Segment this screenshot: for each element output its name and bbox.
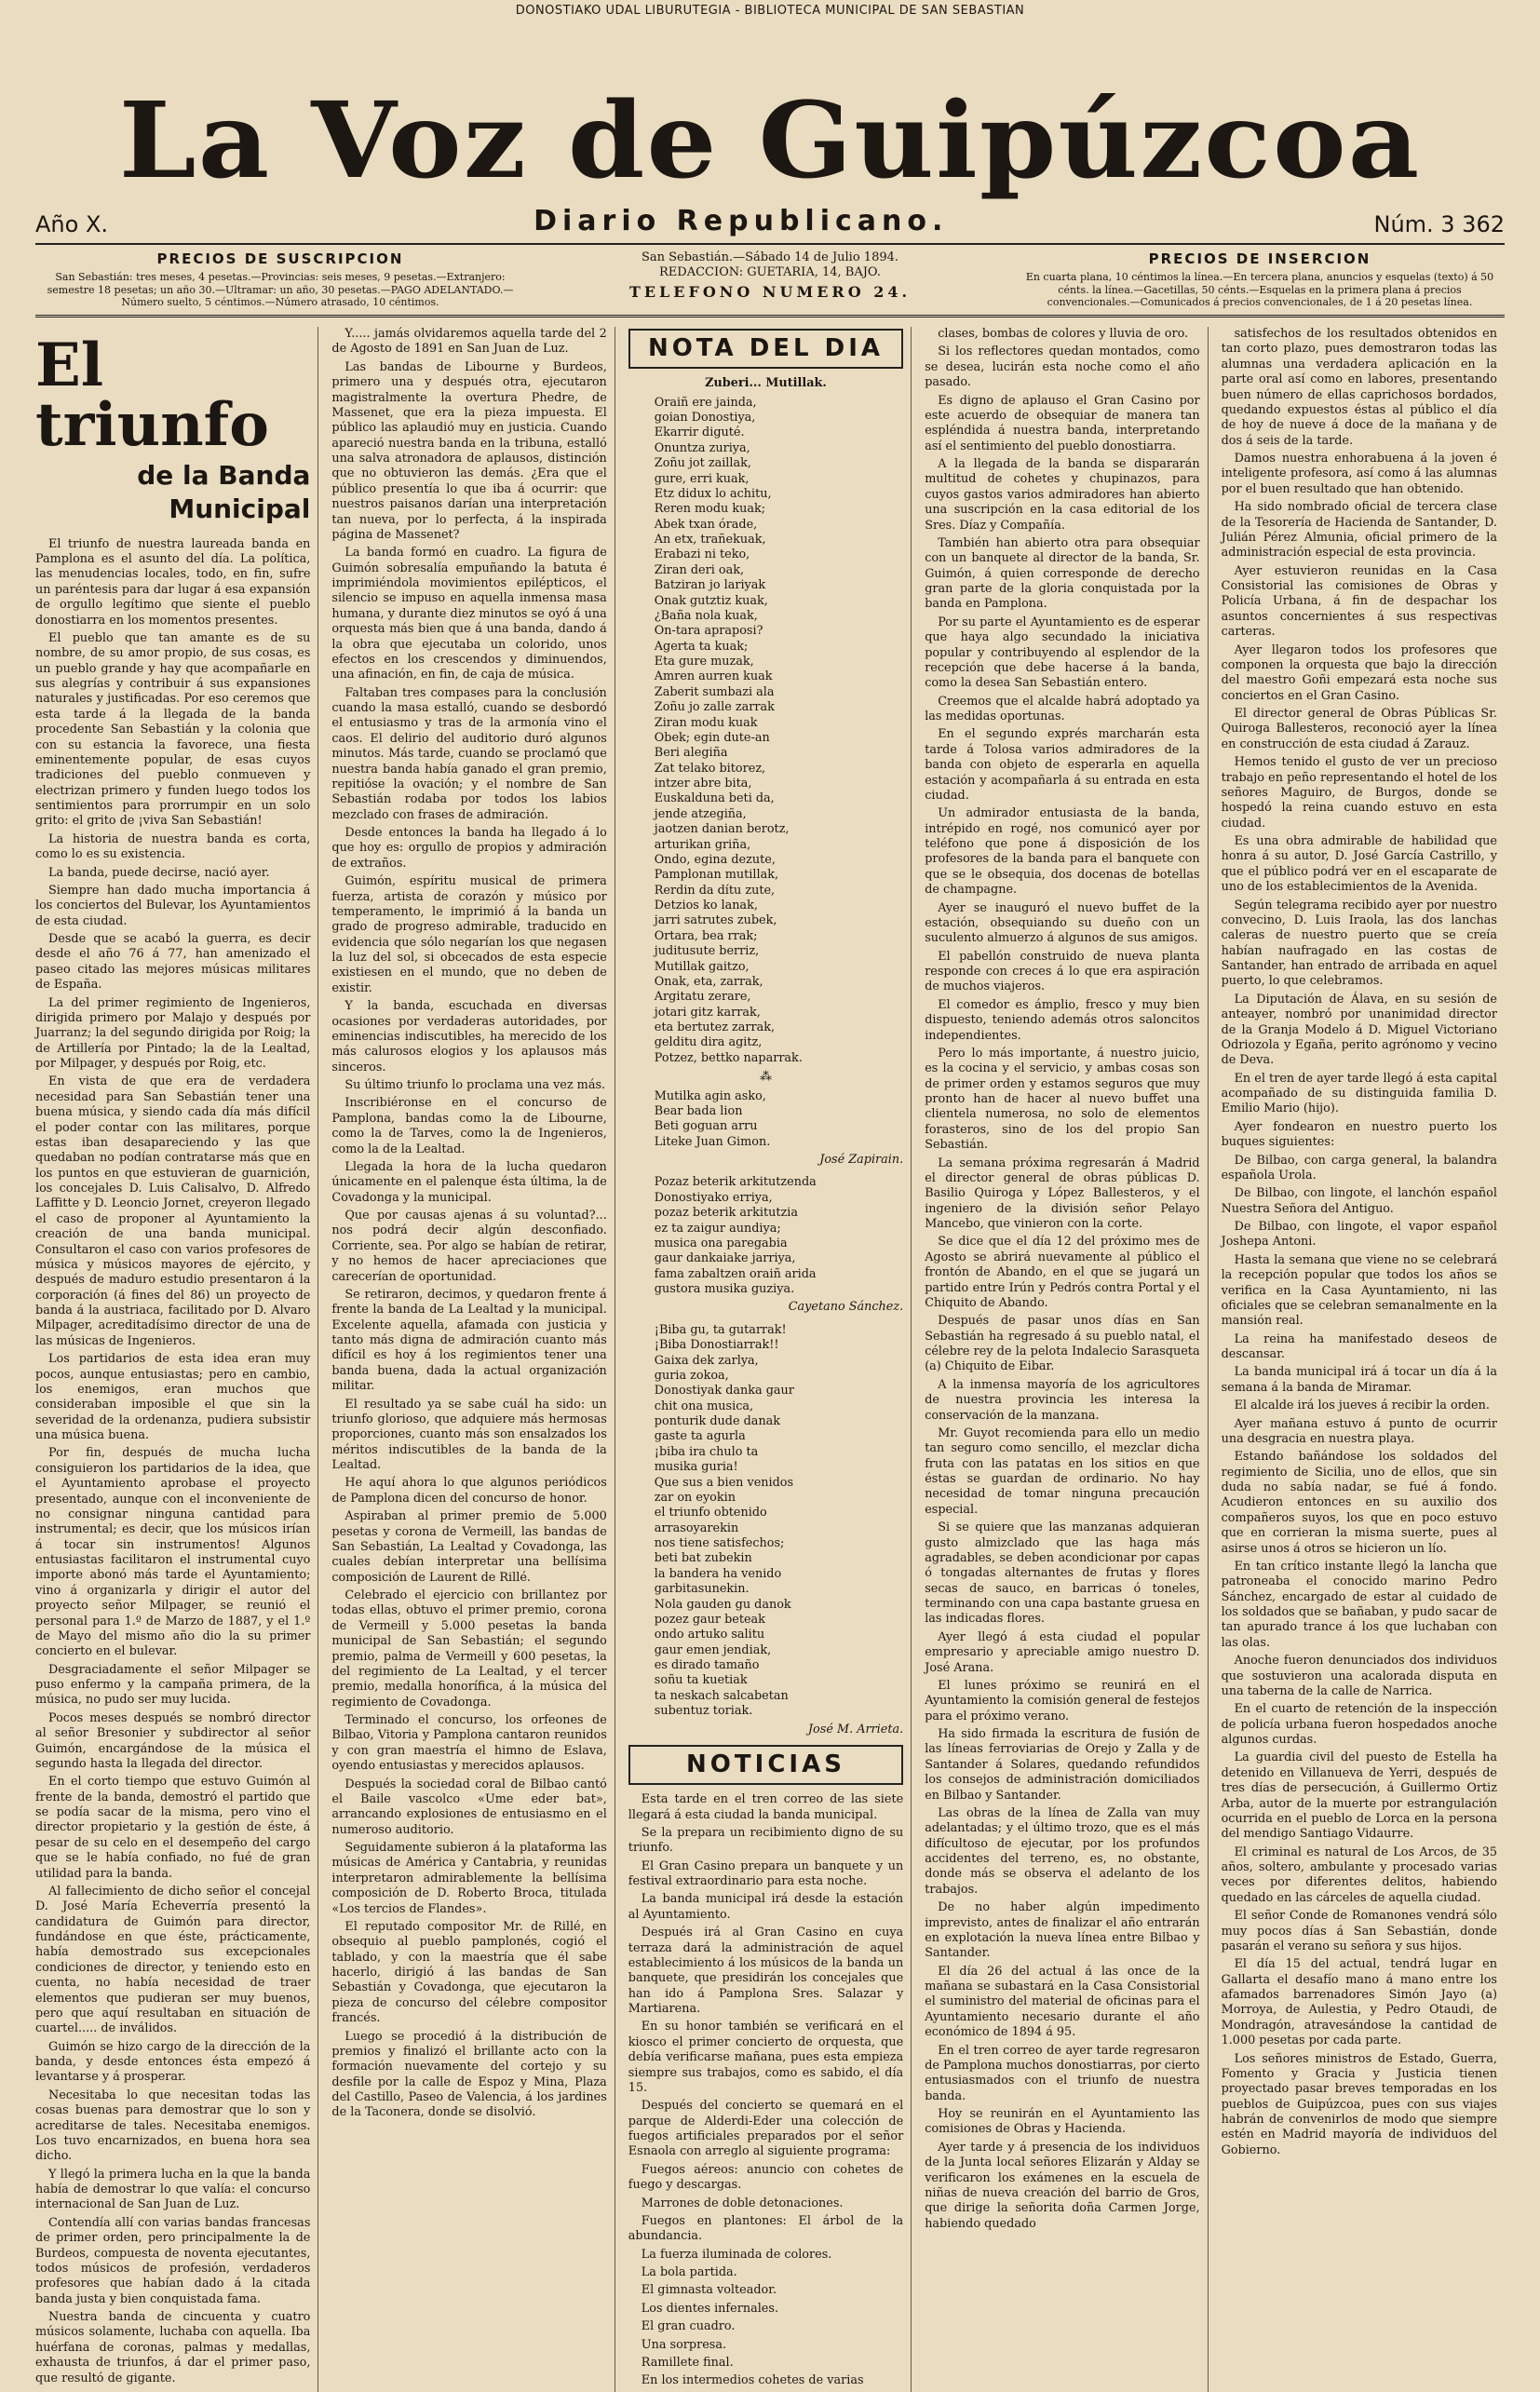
paragraph: Los partidarios de esta idea eran muy pocos, aunque entusiastas; pero en cambio, los enemigos, eran muchos que consideraban imposible el que sin la severidad de la ordenanza, pudiera subsistir una música buena. [35, 1352, 311, 1443]
column-3 [628, 327, 912, 2392]
paragraph: Al fallecimiento de dicho señor el concejal D. José María Echeverría presentó la candidatura de Guimón para director, fundándose en que éste, prácticamente, había demostrado sus excepcionales condiciones de director, y teniendo esto en cuenta, no había necesidad de traer elementos que pudieran ser muy buenos, pero que aquí resultaban en situación de cuartel..... de inválidos. [35, 1884, 311, 2036]
paragraph: Es digno de aplauso el Gran Casino por este acuerdo de obsequiar de manera tan espléndida á nuestra banda, interpretando así el sentimiento del pueblo donostiarra. [925, 393, 1200, 453]
paragraph: La semana próxima regresarán á Madrid el director general de obras públicas D. Basilio Quiroga y López Ballesteros, y el ingeniero de la división señor Pelayo Mancebo, que vinieron con la corte. [925, 1155, 1200, 1231]
paragraph: El señor Conde de Romanones vendrá sólo muy pocos días á San Sebastián, donde pasarán el verano su señora y sus hijos. [1221, 1909, 1497, 1953]
paragraph: Por fin, después de mucha lucha consiguieron los partidarios de la idea, que el Ayuntamiento aprobase el proyecto presentado, aunque con el inconveniente de no consignar ninguna cantidad para instrumental; es decir, que los músicos irían á tocar sin instrumentos! Algunos entusiastas facilitaron el instrumental cuyo importe abonó más tarde el Ayuntamiento; vino á organizarla y dirigir el autor del proyecto señor Milpager, se reunió el personal para 1.º de Marzo de 1887, y el 1.º de Mayo del mismo año dio la su primer concierto en el bulevar. [35, 1446, 311, 1659]
date-box [525, 250, 1015, 309]
paragraph: Si se quiere que las manzanas adquieran gusto almizclado que las haga más agradables, se deben acondicionar por capas ó tongadas alternantes de frutas y flores secas de sauco, en barricas ó toneles, terminando con una capa bastante gruesa en las indicadas flores. [925, 1520, 1200, 1627]
subscription-box [35, 250, 525, 309]
redaccion-line: REDACCION: GUETARIA, 14, BAJO. [659, 265, 881, 280]
paragraph: La bola partida. [641, 2265, 737, 2280]
paragraph: A la llegada de la banda se dispararán multitud de cohetes y chupinazos, para cuyos gastos varios admiradores han abierto una suscripción en la casa editorial de los Sres. Díaz y Compañía. [925, 457, 1200, 533]
date-line: San Sebastián.—Sábado 14 de Julio 1894. [641, 250, 899, 264]
paragraph: Celebrado el ejercicio con brillantez por todas ellas, obtuvo el primer premio, corona de Vermeill y 5.000 pesetas la banda municipal de San Sebastián; el segundo premio, palma de Vermeill y 600 pesetas, la del regimiento de La Lealtad, y el tercer premio, medalla honorífica, á la música del regimiento de Covadonga. [331, 1588, 607, 1710]
paragraph: Ayer tarde y á presencia de los individuos de la Junta local señores Elizarán y Alday se verificaron los exámenes en la escuela de niñas de nueva creación del barrio de Gros, que dirige la señorita doña Carmen Jorge, habiendo quedado [925, 2140, 1200, 2231]
info-bar [35, 243, 1505, 318]
signature-2: Cayetano Sánchez. [788, 1300, 904, 1315]
telefono-line: TELEFONO NUMERO 24. [628, 282, 912, 301]
paragraph: En el corto tiempo que estuvo Guimón al frente de la banda, demostró el partido que se podía sacar de la misma, pero vino el director propietario y la gestión de éste, á pesar de su celo en el desempeño del cargo que se le había confiado, no fué de gran utilidad para la banda. [35, 1775, 311, 1881]
paragraph: De Bilbao, con carga general, la balandra española Urola. [1221, 1153, 1497, 1182]
diario-label: Diario Republicano. [534, 205, 949, 237]
paragraph: Fuegos en plantones: El árbol de la abundancia. [628, 2213, 904, 2244]
insertion-text: En cuarta plana, 10 céntimos la línea.—En tercera plana, anuncios y esquelas (texto) á 50 cénts. la línea.—Gacetillas, 50 cénts.—Esquelas en la primera plana á precios convencionales.—Comunicados á precios convencionales, de 1 á 20 pesetas línea. [1025, 270, 1494, 309]
paragraph: El triunfo de nuestra laureada banda en Pamplona es el asunto del día. La política, las menudencias locales, todo, en fin, sufre un paréntesis para dar lugar á esa expansión de orgullo legítimo que siente el pueblo donostiarra en los momentos presentes. [35, 536, 311, 628]
paragraph: De no haber algún impedimento imprevisto, antes de finalizar el año entrarán en explotación la nueva línea entre Bilbao y Santander. [925, 1900, 1200, 1961]
paragraph: El resultado ya se sabe cuál ha sido: un triunfo glorioso, que adquiere más hermosas proporciones, cuanto más son ensalzados los méritos indiscutibles de la banda de la Lealtad. [331, 1397, 607, 1472]
paragraph: En el tren de ayer tarde llegó á esta capital acompañado de su distinguida familia D. Emilio Mario (hijo). [1221, 1071, 1497, 1116]
paragraph: El Gran Casino prepara un banquete y un festival extraordinario para esta noche. [628, 1858, 904, 1889]
paragraph: Y llegó la primera lucha en la que la banda había de demostrar lo que valía: el concurso internacional de San Juan de Luz. [35, 2167, 311, 2212]
paragraph: Estando bañándose los soldados del regimiento de Sicilia, uno de ellos, que sin duda no sabía nadar, se fué á fondo. Acudieron entonces en su auxilio dos compañeros suyos, los que en poco estuvo que en corrieran la misma suerte, pues al asirse unos á otros se hicieron un lío. [1221, 1450, 1497, 1556]
paragraph: Hasta la semana que viene no se celebrará la recepción popular que todos los años se verifica en la Casa Ayuntamiento, ni las oficiales que se celebran semanalmente en la mansión real. [1221, 1252, 1497, 1329]
paragraph: Siempre han dado mucha importancia á los conciertos del Bulevar, los Ayuntamientos de esta ciudad. [35, 883, 311, 928]
paragraph: La historia de nuestra banda es corta, como lo es su existencia. [35, 831, 311, 862]
column-2 [331, 327, 615, 2392]
noticias-body [628, 1792, 903, 2389]
year-label: Año X. [35, 211, 109, 237]
paragraph: Ayer se inauguró el nuevo buffet de la estación, obsequiando su dueño con un suculento almuerzo á algunos de sus amigos. [925, 900, 1200, 946]
paragraph: La reina ha manifestado deseos de descansar. [1221, 1331, 1497, 1361]
paragraph: En el cuarto de retención de la inspección de policía urbana fueron hospedados anoche algunos curdas. [1221, 1702, 1497, 1747]
paragraph: Después la sociedad coral de Bilbao cantó el Baile vascolco «Ume eder bat», arrancando explosiones de entusiasmo en el numeroso auditorio. [331, 1777, 607, 1837]
paragraph: A la inmensa mayoría de los agricultores de nuestra provincia les interesa la conservación de la manzana. [925, 1377, 1200, 1423]
poem-1: Oraiñ ere jainda, goian Donostiya, Ekarrir diguté. Onuntza zuriya, Zoñu jot zaillak, gure, erri kuak, Etz didux lo achitu, Reren modu kuak; Abek txan órade, An etx, trañekuak, Erabazi ni teko, Ziran deri oak, Batziran jo lariyak Onak gutztiz kuak, ¿Baña nola kuak, On-tara apraposi? Agerta ta kuak; Eta gure muzak, Amren aurren kuak Zaberit sumbazi ala Zoñu jo zalle zarrak Ziran modu kuak Obek; egin dute-an Beri alegiña Zat telako bitorez, intzer abre bita, Euskalduna beti da, jende atzegiña, jaotzen danian berotz, arturikan griña, Ondo, egina dezute, Pamplonan mutillak, Rerdin da dítu zute, Detzios ko lanak, jarri satrutes zubek, Ortara, bea rrak; juditusute berriz, Mutillak gaitzo, Onak, eta, zarrak, Argitatu zerare, jotari gitz karrak, eta bertutez zarrak, gelditu dira agitz, Potzez, bettko naparrak. [654, 395, 803, 1065]
paragraph: Guimón, espíritu musical de primera fuerza, artista de corazón y músico por temperamento, le imprimió á la banda un grado de progreso admirable, traducido en evidencia que sólo negarían los que negasen la luz del sol, si obcecados de esta especie existiesen en el mundo, que no deben de existir. [331, 874, 607, 995]
paragraph: Fuegos aéreos: anuncio con cohetes de fuego y descargas. [628, 2162, 904, 2193]
paragraph: El alcalde irá los jueves á recibir la orden. [1234, 1399, 1490, 1413]
paragraph: En tan crítico instante llegó la lancha que patroneaba el conocido marino Pedro Sánchez, encargado de estar al cuidado de los soldados que se bañaban, y pudo sacar de tan apurado trance á los que luchaban con las olas. [1221, 1559, 1497, 1650]
paragraph: Hemos tenido el gusto de ver un precioso trabajo en peño representando el hotel de los señores Maguiro, de Burgos, donde se hospedó la reina cuando estuvo en esta ciudad. [1221, 755, 1497, 831]
columns [35, 327, 1505, 2388]
paragraph: Mr. Guyot recomienda para ello un medio tan seguro como sencillo, el mezclar dicha fruta con las patatas en los sitios en que éstas se guardan de ordinario. No hay necesidad de tomar ninguna precaución especial. [925, 1426, 1200, 1517]
paragraph: Y la banda, escuchada en diversas ocasiones por verdaderas autoridades, por eminencias indiscutibles, ha merecido de los más calurosos elogios y los aplausos más sinceros. [331, 999, 607, 1074]
paragraph: Ayer fondearon en nuestro puerto los buques siguientes: [1221, 1119, 1497, 1150]
paragraph: Y..... jamás olvidaremos aquella tarde del 2 de Agosto de 1891 en San Juan de Luz. [331, 327, 607, 357]
paragraph: Aspiraban al primer premio de 5.000 pesetas y corona de Vermeill, las bandas de San Sebastián, La Lealtad y Covadonga, las cuales debían interpretar una bellísima composición de Laurent de Rillé. [331, 1509, 607, 1585]
paragraph: La fuerza iluminada de colores. [641, 2247, 832, 2262]
paragraph: Desgraciadamente el señor Milpager se puso enfermo y la campaña primera, de la música, no pudo ser muy lucida. [35, 1662, 311, 1708]
paragraph: Luego se procedió á la distribución de premios y finalizó el brillante acto con la formación nuevamente del cortejo y su desfile por la calle de Espoz y Mina, Plaza del Castillo, Paseo de Valencia, á los jardines de la Taconera, donde se disolvió. [331, 2029, 607, 2120]
paragraph: En su honor también se verificará en el kiosco el primer concierto de orquesta, que debía verificarse mañana, pues esta empieza siempre sus trabajos, como es sabido, el día 15. [628, 2020, 904, 2095]
paragraph: He aquí ahora lo que algunos periódicos de Pamplona dicen del concurso de honor. [331, 1476, 607, 1506]
paragraph: En vista de que era de verdadera necesidad para San Sebastián tener una buena música, y siendo cada día más difícil el poder contar con las militares, porque estas iban desapareciendo y las que quedaban no podían contratarse más que en los puntos en que estuvieran de guarnición, los concejales D. Luis Calisalvo, D. Alfredo Laffitte y D. Leoncio Jornet, creyeron llegado el caso de proponer al Ayuntamiento la creación de una banda municipal. Consultaron el caso con varios profesores de música y músicos mayores de ejército, y después de maduro estudio presentaron á la corporación (á fines del 86) un proyecto de banda á la austriaca, facilitado por D. Alvaro Milpager, acreditadísimo director de una de las músicas de Ingenieros. [35, 1074, 311, 1348]
poem-2: Pozaz beterik arkitutzenda Donostiyako erriya, pozaz beterik arkitutzia ez ta zaigur aundiya; musica ona paregabia gaur dankaiake jarriya, fama zabaltzen oraiñ arida gustora musika guziya. [654, 1175, 817, 1297]
paragraph: De Bilbao, con lingote, el vapor español Joshepa Antoni. [1221, 1220, 1497, 1250]
paragraph: Seguidamente subieron á la plataforma las músicas de América y Cantabria, y reunidas interpretaron admirablemente la bellísima composición de D. Roberto Broca, titulada «Los tercios de Flandes». [331, 1841, 607, 1916]
paragraph: Pocos meses después se nombró director al señor Bresonier y subdirector al señor Guimón, encargándose de la música el segundo hasta la llegada del director. [35, 1710, 311, 1771]
paragraph: El gran cuadro. [641, 2319, 736, 2334]
stars-separator: ⁂ [760, 1070, 772, 1085]
paragraph: Terminado el concurso, los orfeones de Bilbao, Vitoria y Pamplona cantaron reunidos y con gran maestría el himno de Eslava, oyendo entusiastas y merecidos aplausos. [331, 1713, 607, 1774]
column-4 [925, 327, 1208, 2392]
paragraph: Marrones de doble detonaciones. [641, 2196, 844, 2210]
paragraph: Es una obra admirable de habilidad que honra á su autor, D. José García Castrillo, y que el público podrá ver en el escaparate de uno de los establecimientos de la Avenida. [1221, 834, 1497, 895]
paragraph: El pabellón construido de nueva planta responde con creces á lo que era aspiración de muchos viajeros. [925, 949, 1200, 994]
paragraph: Las bandas de Libourne y Burdeos, primero una y después otra, ejecutaron magistralmente la overtura Phedre, de Massenet, que era la pieza impuesta. El público las aplaudió muy en justicia. Cuando apareció nuestra banda en la tribuna, estalló una salva atronadora de aplausos, distinción que no obtuvieron las demás. ¿Era que el público presentía lo que iba á ocurrir: que nuestros paisanos darían una interpretación tan nueva, por lo perfecta, á la inspirada página de Massenet? [331, 359, 607, 542]
paragraph: Guimón se hizo cargo de la dirección de la banda, y desde entonces ésta empezó á levantarse y á prosperar. [35, 2039, 311, 2085]
paragraph: Después irá al Gran Casino en cuya terraza dará la administración de aquel establecimiento á los músicos de la banda un banquete, que presidirán los concejales que han ido á Pamplona Sres. Salazar y Martiarena. [628, 1926, 904, 2017]
paragraph: Por su parte el Ayuntamiento es de esperar que haya algo secundado la iniciativa popular y contribuyendo al esplendor de la recepción que debe hacerse á la banda, como la desea San Sebastián entero. [925, 615, 1200, 691]
column-1-body [35, 537, 310, 2386]
paragraph: En los intermedios cohetes de varias [641, 2373, 864, 2388]
poem-3: ¡Biba gu, ta gutarrak! ¡Biba Donostiarrak!! Gaixa dek zarlya, guria zokoa, Donostiyak danka gaur chit ona musica, ponturik dude danak gaste ta agurla ¡biba ira chulo ta musika guria! Que sus a bien venidos zar on eyokin el triunfo obtenido arrasoyarekin nos tiene satisfechos; beti bat zubekin la bandera ha venido garbitasunekin. Nola gauden gu danok pozez gaur beteak ondo artuko salitu gaur emen jendiak, es dirado tamaño soñu ta kuetiak ta neskach salcabetan subentuz toriak. [654, 1322, 794, 1719]
paragraph: Ha sido firmada la escritura de fusión de las líneas ferroviarias de Orejo y Zalla y de Santander á Solares, quedando refundidos los consejos de administración domiciliados en Bilbao y Santander. [925, 1727, 1200, 1803]
paragraph: En el segundo exprés marcharán esta tarde á Tolosa varios admiradores de la banda con objeto de esperarla en aquella estación y acompañarla á su entrada en esta ciudad. [925, 727, 1200, 803]
paragraph: Se dice que el día 12 del próximo mes de Agosto se abrirá nuevamente al público el frontón de Abando, en el que se jugará un partido entre Irún y Pedrós contra Portal y el Chiquito de Abando. [925, 1235, 1200, 1310]
paragraph: El día 26 del actual á las once de la mañana se subastará en la Casa Consistorial el suministro del material de oficinas para el Ayuntamiento necesario durante el año económico de 1894 á 95. [925, 1964, 1200, 2040]
paragraph: Faltaban tres compases para la conclusión cuando la masa estalló, cuando se desbordó el entusiasmo y tras de la armonía vino el caos. El delirio del auditorio duró algunos minutos. Más tarde, cuando se proclamó que nuestra banda había ganado el gran premio, repitióse la ovación; y el nombre de San Sebastián rodaba por todos los labios mezclado con frases de admiración. [331, 685, 607, 822]
paragraph: El lunes próximo se reunirá en el Ayuntamiento la comisión general de festejos para el próximo verano. [925, 1678, 1200, 1723]
paragraph: Después del concierto se quemará en el parque de Alderdi-Eder una colección de fuegos artificiales preparados por el señor Esnaola con arreglo al siguiente programa: [628, 2099, 904, 2159]
paragraph: En el tren correo de ayer tarde regresaron de Pamplona muchos donostiarras, por cierto entusiasmados con el triunfo de nuestra banda. [925, 2043, 1200, 2103]
headline-main: El triunfo [35, 331, 269, 460]
paragraph: La guardia civil del puesto de Estella ha detenido en Villanueva de Yerri, después de tres días de persecución, á Guillermo Ortiz Arba, autor de la muerte por estrangulación ocurrida en el pueblo de Lorca en la persona del mendigo Santiago Vidaurre. [1221, 1750, 1497, 1842]
paragraph: Llegada la hora de la lucha quedaron únicamente en el palenque ésta última, la de Covadonga y la municipal. [331, 1159, 607, 1205]
paragraph: La banda formó en cuadro. La figura de Guimón sobresalía empuñando la batuta é imprimiéndola movimientos epilépticos, el silencio se impuso en aquella inmensa masa humana, y durante diez minutos se oyó á una orquesta más bien que á una banda, dando á la obra que ejecutaba un colorido, unos efectos en los crescendos y diminuendos, una afinación, en fin, de caja de música. [331, 546, 607, 682]
paragraph: El director general de Obras Públicas Sr. Quiroga Ballesteros, reconoció ayer la línea en construcción de esta ciudad á Zarauz. [1221, 707, 1497, 751]
signature-3: José M. Arrieta. [807, 1722, 904, 1737]
paragraph: Necesitaba lo que necesitan todas las cosas buenas para demostrar que lo son y acreditarse de tales. Necesitaba enemigos. Los tuvo encarnizados, en buena hora sea dicho. [35, 2088, 311, 2164]
paragraph: La banda municipal irá á tocar un día á la semana á la banda de Miramar. [1221, 1365, 1497, 1395]
paragraph: El reputado compositor Mr. de Rillé, en obsequio al pueblo pamplonés, cogió el tablado, y con la maestría que él sabe hacerlo, dirigió á las bandas de San Sebastián y Covadonga, que ejecutaron la pieza de concurso del célebre compositor francés. [331, 1919, 607, 2026]
paragraph: Si los reflectores quedan montados, como se desea, lucirán esta noche como el año pasado. [925, 345, 1200, 390]
masthead-subrow [35, 205, 1505, 237]
paragraph: Una sorpresa. [641, 2337, 727, 2352]
insertion-title: PRECIOS DE INSERCION [1148, 250, 1371, 267]
paragraph: Los señores ministros de Estado, Guerra, Fomento y Gracia y Justicia tienen proyectado pasar breves temporadas en los pueblos de Guipúzcoa, pues con sus viajes habrán de convenirlos de modo que siempre estén en Madrid mayoría de individuos del Gobierno. [1221, 2051, 1497, 2157]
insertion-box [1015, 250, 1505, 309]
paragraph: Desde que se acabó la guerra, es decir desde el año 76 á 77, han amenizado el paseo citado las mejores músicas militares de España. [35, 932, 311, 993]
paragraph: Contendía allí con varias bandas francesas de primer orden, pero principalmente la de Burdeos, compuesta de noventa ejecutantes, todos músicos de profesión, verdaderos profesores que habían dado á la citada banda justa y bien conquistada fama. [35, 2215, 311, 2306]
headline-sub: de la Banda Municipal [137, 460, 311, 524]
paragraph: Las obras de la línea de Zalla van muy adelantadas; y el último trozo, que es el más difícultoso de ejecutar, por los profundos accidentes del terreno, es, no obstante, donde más se observa el adelanto de los trabajos. [925, 1805, 1200, 1897]
paragraph: El gimnasta volteador. [641, 2283, 777, 2298]
paragraph: Después de pasar unos días en San Sebastián ha regresado á su pueblo natal, el célebre rey de la pelota Indalecio Sarasqueta (a) Chiquito de Eibar. [925, 1314, 1200, 1374]
masthead: La Voz de Guipúzcoa [118, 78, 1422, 202]
paragraph: Se la prepara un recibimiento digno de su triunfo. [628, 1825, 904, 1856]
paragraph: Los dientes infernales. [641, 2301, 779, 2316]
paragraph: Según telegrama recibido ayer por nuestro convecino, D. Luis Iraola, las dos lanchas caleras de nuestro puerto que se creía habían naufragado en las costas de Santander, han entrado de arribada en aquel puerto, lo que celebramos. [1221, 898, 1497, 989]
paragraph: Ramillete final. [641, 2355, 734, 2370]
paragraph: De Bilbao, con lingote, el lanchón español Nuestra Señora del Antiguo. [1221, 1186, 1497, 1216]
nota-del-dia-title: NOTA DEL DIA [628, 329, 903, 369]
paragraph: Anoche fueron denunciados dos individuos que sostuvieron una acalorada disputa en una taberna de la calle de Narrica. [1221, 1654, 1497, 1698]
paragraph: Su último triunfo lo proclama una vez más. [344, 1078, 606, 1092]
paragraph: Se retiraron, decimos, y quedaron frente á frente la banda de La Lealtad y la municipal. Excelente aquella, afamada con justicia y tanto más digna de admiración cuanto más difícil es hoy á los regimientos tener una banda buena, dada la actual organización militar. [331, 1287, 607, 1394]
paragraph: Esta tarde en el tren correo de las siete llegará á esta ciudad la banda municipal. [628, 1792, 904, 1822]
paragraph: Ha sido nombrado oficial de tercera clase de la Tesorería de Hacienda de Santander, D. Julián Pérez Almunia, oficial primero de la administración especial de esta provincia. [1221, 500, 1497, 561]
paragraph: La banda, puede decirse, nació ayer. [48, 865, 270, 880]
poem-title: Zuberi... Mutillak. [705, 376, 827, 391]
paragraph: La banda municipal irá desde la estación al Ayuntamiento. [628, 1892, 904, 1922]
paragraph: La del primer regimiento de Ingenieros, dirigida primero por Malajo y después por Juarranz; la del segundo dirigida por Roig; la de Artillería por Pintado; la de la Lealtad, por Milpager, y después por Roig, etc. [35, 995, 311, 1072]
paragraph: La Diputación de Álava, en su sesión de anteayer, nombró por unanimidad director de la Granja Modelo á D. Miguel Victoriano Odriozola y Egaña, perito agrónomo y vecino de Deva. [1221, 992, 1497, 1068]
paragraph: El criminal es natural de Los Arcos, de 35 años, soltero, ambulante y procesado varias veces por diferentes delitos, habiendo quedado en las cárceles de aquella ciudad. [1221, 1845, 1497, 1905]
paragraph: satisfechos de los resultados obtenidos en tan corto plazo, pues demostraron todas las alumnas una verdadera aplicación en la parte oral así como en labores, presentando buen número de ellas caprichosos bordados, quedando expuestos éstas al público el día de hoy de nueve á doce de la mañana y de dos á seis de la tarde. [1221, 327, 1497, 448]
paragraph: Nuestra banda de cincuenta y cuatro músicos solamente, luchaba con aquella. Iba huérfana de coronas, palmas y medallas, exhausta de triunfos, á dar el primer paso, que resultó de gigante. [35, 2310, 311, 2385]
paragraph: clases, bombas de colores y lluvia de oro. [938, 327, 1189, 341]
archive-header: DONOSTIAKO UDAL LIBURUTEGIA - BIBLIOTECA MUNICIPAL DE SAN SEBASTIAN [515, 4, 1025, 18]
column-4-body [925, 327, 1199, 2232]
column-1 [35, 327, 318, 2392]
paragraph: Desde entonces la banda ha llegado á lo que hoy es: orgullo de propios y admiración de extraños. [331, 826, 607, 871]
paragraph: Pero lo más importante, á nuestro juicio, es la cocina y el servicio, y ambas cosas son de primer orden y estamos seguros que muy pronto han de hacer al nuevo buffet una clientela numerosa, no solo de elementos forasteros, sino de los del propio San Sebastián. [925, 1046, 1200, 1153]
paragraph: Inscribiéronse en el concurso de Pamplona, bandas como la de Libourne, como la de Tarves, como la de Ingenieros, como la de la Lealtad. [331, 1096, 607, 1156]
noticias-title: NOTICIAS [628, 1745, 903, 1785]
subscription-title: PRECIOS DE SUSCRIPCION [156, 250, 404, 267]
paragraph: Ayer estuvieron reunidas en la Casa Consistorial las comisiones de Obras y Policía Urbana, á fin de despachar los asuntos concernientes á sus respectivas carteras. [1221, 563, 1497, 640]
paragraph: También han abierto otra para obsequiar con un banquete al director de la banda, Sr. Guimón, á quien corresponde de derecho gran parte de la gloria conquistada por la banda en Pamplona. [925, 535, 1200, 612]
paragraph: El día 15 del actual, tendrá lugar en Gallarta el desafío mano á mano entre los afamados barrenadores Simón Jayo (a) Morroya, de Aulestia, y Pedro Otaudi, de Mondragón, atravesándose la cantidad de 1.000 pesetas por cada parte. [1221, 1957, 1497, 2048]
paragraph: Damos nuestra enhorabuena á la joven é inteligente profesora, así como á las alumnas por el buen resultado que han obtenido. [1221, 452, 1497, 496]
column-2-body [331, 327, 606, 2121]
paragraph: Un admirador entusiasta de la banda, intrépido en rogé, nos comunicó ayer por teléfono que pone á disposición de los profesores de la banda para el banquete con que se le obsequia, dos docenas de botellas de champagne. [925, 806, 1200, 898]
paragraph: Ayer llegó á esta ciudad el popular empresario y apreciable amigo nuestro D. José Arana. [925, 1629, 1200, 1675]
paragraph: Hoy se reunirán en el Ayuntamiento las comisiones de Obras y Hacienda. [925, 2107, 1200, 2137]
column-5 [1222, 327, 1505, 2392]
column-5-body [1222, 327, 1497, 2158]
paragraph: Que por causas ajenas á su voluntad?... nos podrá decir algún desconfiado. Corriente, sea. Por algo se habían de retirar, y no hemos de hacer apreciaciones que carecerían de oportunidad. [331, 1209, 607, 1284]
paragraph: Ayer mañana estuvo á punto de ocurrir una desgracia en nuestra playa. [1221, 1416, 1497, 1446]
paragraph: El pueblo que tan amante es de su nombre, de su amor propio, de sus cosas, es un pueblo grande y hay que acompañarle en sus alegrías y contribuir á sus expansiones naturales y justificadas. Por eso ceremos que esta tarde á la llegada de la banda procedente San Sebastián y la colonia que con su estancia la favorece, una fiesta eminentemente popular, de esas cuyos tradiciones del pueblo conmueven y electrizan primero y funden luego todos los sentimientos para prorrumpir en un solo grito: el grito de ¡viva San Sebastián! [35, 630, 311, 829]
issue-number: Núm. 3 362 [1373, 211, 1505, 237]
poem-1b: Mutilka agin asko, Bear bada lion Beti goguan arru Liteke Juan Gimon. [654, 1088, 771, 1149]
paragraph: El comedor es ámplio, fresco y muy bien dispuesto, teniendo además otros saloncitos independientes. [925, 997, 1200, 1043]
subscription-text: San Sebastián: tres meses, 4 pesetas.—Provincias: seis meses, 9 pesetas.—Extranjero: semestre 18 pesetas; un año 30.—Ultramar: un año, 30 pesetas.—PAGO ADELANTADO.—Número suelto, 5 céntimos.—Número atrasado, 10 céntimos. [47, 270, 514, 309]
paragraph: Ayer llegaron todos los profesores que componen la orquesta que bajo la dirección del maestro Goñi empezará esta noche sus conciertos en el Gran Casino. [1221, 642, 1497, 703]
paragraph: Creemos que el alcalde habrá adoptado ya las medidas oportunas. [925, 694, 1200, 723]
signature-1: José Zapirain. [819, 1153, 904, 1168]
